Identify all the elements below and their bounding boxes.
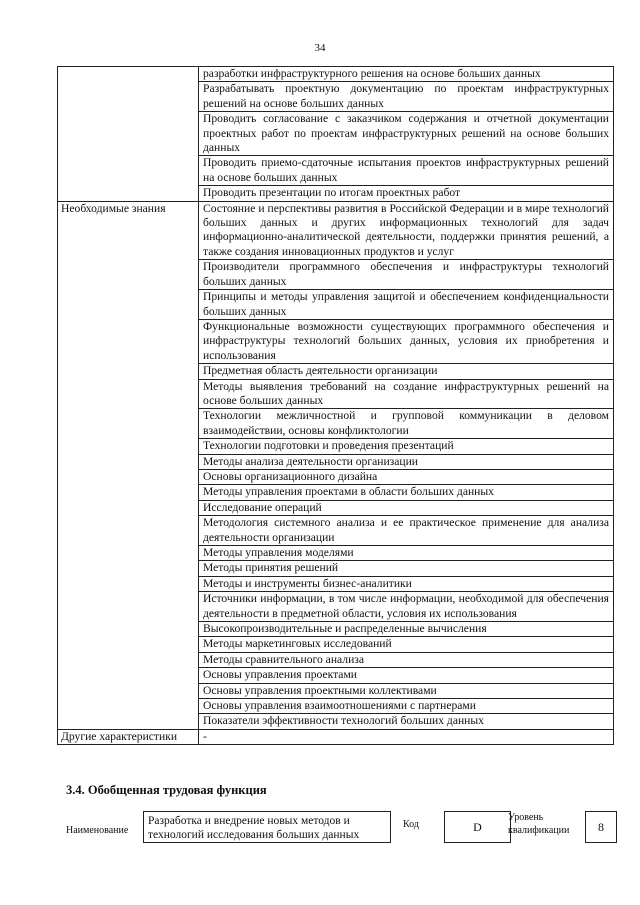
row-description: Исследование операций xyxy=(199,500,614,515)
row-description: Основы управления проектами xyxy=(199,668,614,683)
row-description: Методы маркетинговых исследований xyxy=(199,637,614,652)
row-category-label: Необходимые знания xyxy=(58,201,199,729)
table-row xyxy=(58,67,614,82)
row-description: Проводить приемо-сдаточные испытания проектов инфраструктурных решений на основе больших данных xyxy=(199,156,614,186)
row-description: Основы управления проектными коллективами xyxy=(199,683,614,698)
competency-table-body xyxy=(58,67,614,745)
page-number: 34 xyxy=(314,42,326,54)
row-description: Источники информации, в том числе информации, необходимой для обеспечения деятельности в предметной области, условия их использования xyxy=(199,592,614,622)
name-value-box: Разработка и внедрение новых методов и технологий исследования больших данных xyxy=(143,811,391,843)
row-category-label: Другие характеристики xyxy=(58,729,199,744)
generalized-function-row xyxy=(66,811,616,851)
row-description: Предметная область деятельности организации xyxy=(199,364,614,379)
table-row xyxy=(58,201,614,260)
row-description: Основы организационного дизайна xyxy=(199,469,614,484)
row-description: Основы управления взаимоотношениями с партнерами xyxy=(199,699,614,714)
row-description: - xyxy=(199,729,614,744)
row-description: Принципы и методы управления защитой и обеспечением конфиденциальности больших данных xyxy=(199,290,614,320)
row-category-label xyxy=(58,67,199,202)
row-description: Методы управления моделями xyxy=(199,546,614,561)
row-description: Методология системного анализа и ее практическое применение для анализа деятельности организации xyxy=(199,516,614,546)
row-description: Технологии подготовки и проведения презентаций xyxy=(199,439,614,454)
code-value-box: D xyxy=(444,811,511,843)
qualification-level-label: Уровень квалификации xyxy=(508,812,570,836)
competency-table xyxy=(57,66,614,745)
row-description: разработки инфраструктурного решения на основе больших данных xyxy=(199,67,614,82)
row-description: Проводить презентации по итогам проектных работ xyxy=(199,186,614,201)
code-label: Код xyxy=(403,819,419,830)
row-description: Методы и инструменты бизнес-аналитики xyxy=(199,576,614,591)
row-description: Высокопроизводительные и распределенные вычисления xyxy=(199,622,614,637)
row-description: Состояние и перспективы развития в Российской Федерации и в мире технологий больших данных и других информационных технологий для задач информационно-аналитической деятельности, поддержки принятия решений, а также создания инновационных продуктов и услуг xyxy=(199,201,614,260)
row-description: Показатели эффективности технологий больших данных xyxy=(199,714,614,729)
row-description: Производители программного обеспечения и инфраструктуры технологий больших данных xyxy=(199,260,614,290)
qualification-level-box: 8 xyxy=(585,811,617,843)
row-description: Методы сравнительного анализа xyxy=(199,652,614,667)
row-description: Методы анализа деятельности организации xyxy=(199,454,614,469)
row-description: Функциональные возможности существующих программного обеспечения и инфраструктуры технологий больших данных, условия их приобретения и использования xyxy=(199,319,614,363)
name-label: Наименование xyxy=(66,825,129,836)
section-title: 3.4. Обобщенная трудовая функция xyxy=(66,783,267,797)
row-description: Проводить согласование с заказчиком содержания и отчетной документации проектных работ по проектам инфраструктурных решений на основе больших данных xyxy=(199,112,614,156)
row-description: Технологии межличностной и групповой коммуникации в деловом взаимодействии, основы конфликтологии xyxy=(199,409,614,439)
row-description: Методы принятия решений xyxy=(199,561,614,576)
table-row xyxy=(58,729,614,744)
row-description: Методы управления проектами в области больших данных xyxy=(199,485,614,500)
row-description: Методы выявления требований на создание инфраструктурных решений на основе больших данных xyxy=(199,379,614,409)
row-description: Разрабатывать проектную документацию по проектам инфраструктурных решений на основе больших данных xyxy=(199,82,614,112)
